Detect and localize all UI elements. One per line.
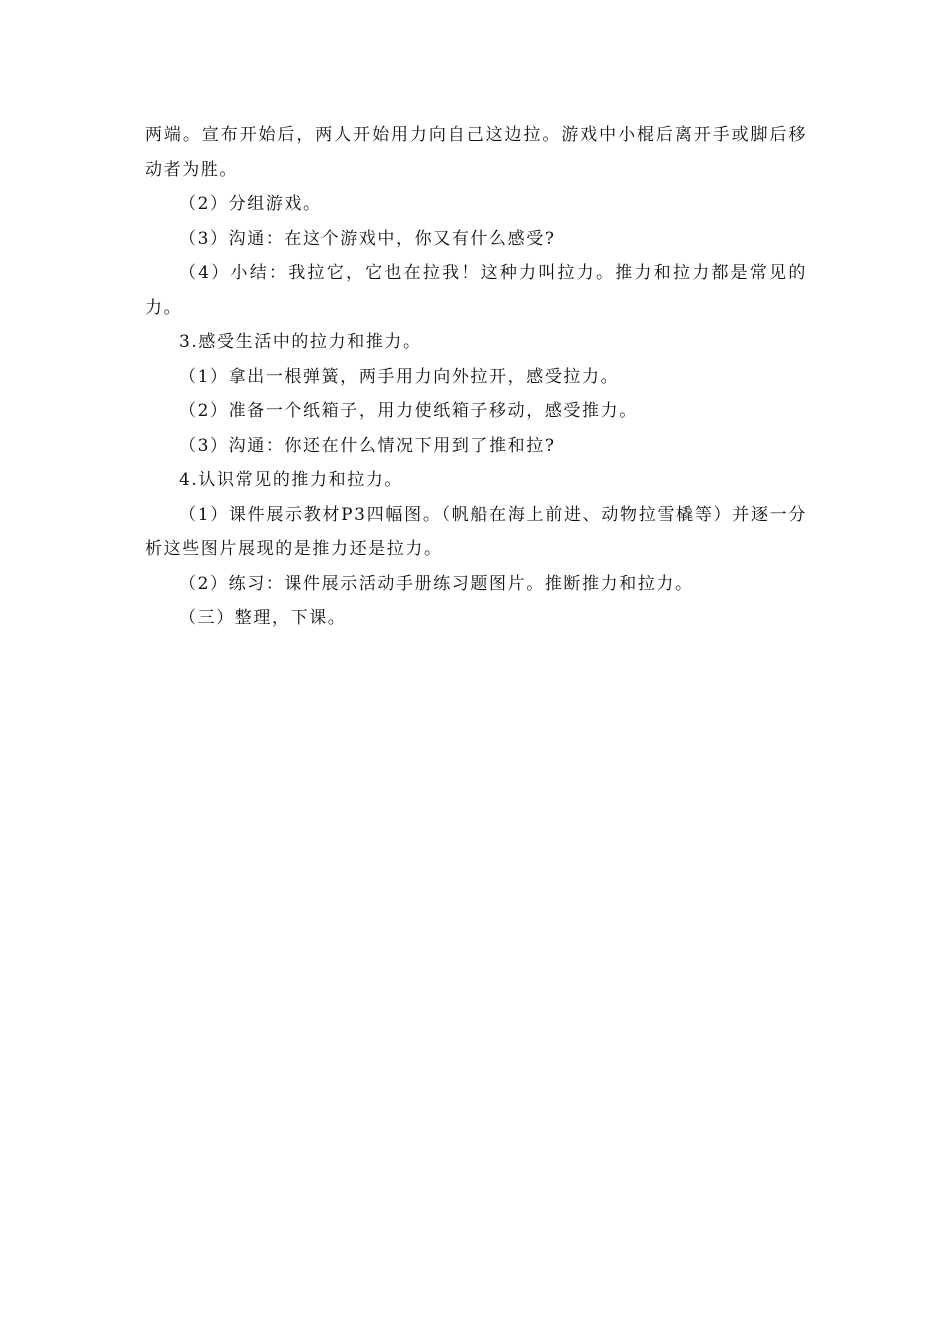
paragraph-group-game: （2）分组游戏。 <box>179 194 322 214</box>
paragraph-wrap-up: （三）整理，下课。 <box>179 608 347 628</box>
section-heading-4: 4.认识常见的推力和拉力。 <box>179 470 404 490</box>
paragraph-communicate-push-pull: （3）沟通：你还在什么情况下用到了推和拉? <box>179 435 556 456</box>
paragraph-game-rules: 两端。宣布开始后，两人开始用力向自己这边拉。游戏中小棍后离开手或脚后移动者为胜。 <box>145 125 807 180</box>
paragraph-exercise: （2）练习：课件展示活动手册练习题图片。推断推力和拉力。 <box>179 573 694 594</box>
paragraph-box: （2）准备一个纸箱子，用力使纸箱子移动，感受推力。 <box>179 401 638 421</box>
paragraph-summary: （4）小结：我拉它，它也在拉我！这种力叫拉力。推力和拉力都是常见的力。 <box>145 263 807 318</box>
paragraph-communicate-feeling: （3）沟通：在这个游戏中，你又有什么感受? <box>179 228 556 249</box>
section-heading-3: 3.感受生活中的拉力和推力。 <box>179 332 422 352</box>
document-body <box>145 118 807 636</box>
paragraph-spring: （1）拿出一根弹簧，两手用力向外拉开，感受拉力。 <box>179 366 620 387</box>
paragraph-courseware-images: （1）课件展示教材P3四幅图。（帆船在海上前进、动物拉雪橇等）并逐一分析这些图片展现的是推力还是拉力。 <box>145 504 807 559</box>
